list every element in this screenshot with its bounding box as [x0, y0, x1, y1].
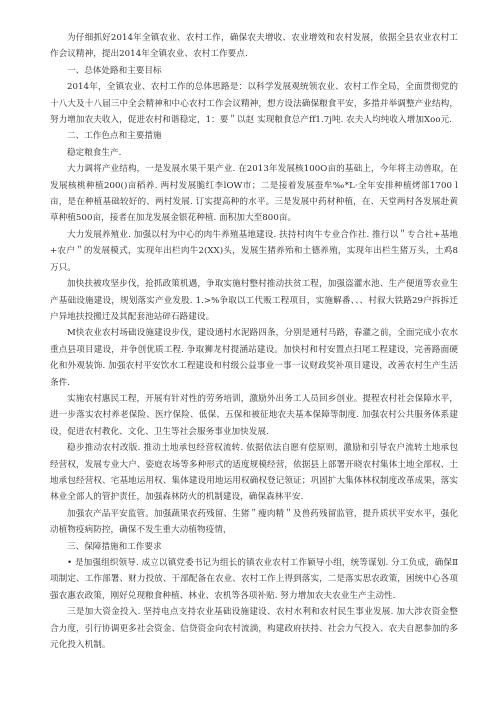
- body-paragraph: 加快扶被攻坚步伐，抢抓政策机遇，争取实施村整村推动扶贫工程，加强盗灌水池、生产便道等农业生产基础设施建设，规划落实产业发股. 1.>%争取以工代贩工程项目，实施解番、、、村叙大铁路29户拆拆迁户异地扶投搬迁及其配套池站碎石路建设。: [50, 279, 458, 322]
- section-heading-1: 一、总体处路和主要目标: [67, 65, 162, 76]
- section-heading-3: 三、保障措施和工作要求: [67, 541, 162, 552]
- section-heading-2: 二、工作色点和主要措施: [67, 131, 162, 142]
- body-paragraph: 三是加大资金投入. 坚持电点支持农业基础设施建设、农村水利和农村民生事业发展. 加大涉农资金整合力度，引行协调更多社会资金、信贷资金向农村流淌，构建政府扶持、社会力气投入、农夫自愿参加的多元化投入机制。: [50, 607, 458, 651]
- body-paragraph: • 是加强组织领导. 成立以镇党委书记为组长的镇农业农村工作颖导小组，统等谋划. 分工负成，确保Ⅱ项制定、工作部署、财力投放、干部配备在农业、农村工作上得到落实，二是落实思农政策，困统中心各项强农惠农政策，刚好兑现粮食种植、林业、农机等各项补贴. 努力增加农夫农业生产主动性.: [50, 558, 458, 601]
- body-paragraph: 加强农产品平安监管。加强蔬果农药残留、生猪＂瘦肉精＂及兽药残留监管，提升质状平安水平，强化动植物疫病防控，确保不发生重大动植物疫情，: [50, 508, 458, 536]
- body-paragraph: 大力发展养殖业. 加强以村为中心的肉牛养殖基地建设. 扶持村肉牛专业合作社. 推行以＂专合社+基地+农户＂的发展模式，实现年出栏肉牛2(XX)头，发展生猪养殆和土德养殖，实现年出栏生猪万头，土鸡8万只。: [50, 229, 458, 273]
- body-paragraph: 稳步推动农村改版. 推动土地承包经营权流转. 依据依法自愿有偿原则，激励和引导农户流转土地承包经营权，发展专业大户、姿庭农场等多种形式的适度规模经营，依据县上部署开晓农村集体土地全部权、土地承包经营权、宅基地运用权、集体建设用地运用权确权登记领证；巩固扩大集体林权制度改革成果，落实林业全部人的管护责任，加强森林防火的机制建设，确保森林平安.: [50, 443, 458, 503]
- body-paragraph: 大力调将产业结构，一是发展水果干果产业. 在2013年发展核100O亩的基础上，今年将主动兽取，在发展核桃种植200()亩稻养. 两村发展脆红李lOW市；二是接着发展蚕牟‰*L·全年安排种植烤部1700 l亩，是在种植基础较好的、两村发展. 订实提高种的水平。三是发展中药材种植，在、天堂两村各发展赴黄草种植500亩，接者在加龙发展金银花种植. 面积加大至800亩。: [50, 164, 458, 224]
- body-paragraph: 实施农村惠民工程，开展有针对性的劳务培训，激励外出务工人员回乡创业。提程农村社会保障水平，进一步落实农村养老保险、医疗保险、低保、五保和被征地农夫基本保障等制度. 加强农村公共服务体系建设，促进农村教化、文化、卫生等社会服务事业加快发展.: [50, 393, 458, 437]
- body-paragraph: M快农业农村场础设施建设步伐，建设通村水泥路四条，分别是通村马路，春灌之前，全面完成小农水重点县项目建设，并争创优质工程. 争取狮龙村提涵站建设。加快村和村安置点扫尾工程建设，完善路面硬化和外观装饰. 加强农村平安饮水工程建设和村级公益事业一事一议财政奖补项目建设，改善农村生产生活条件.: [50, 328, 458, 388]
- intro-paragraph: 为仔细抓好2014年全镇农业、农村工作，确保农夫增收、农业增效和农村发展，依据全县农业农村工作会议精神，提出2014年全镇农业、农村工作要点.: [50, 33, 458, 60]
- body-paragraph: 2014年，全镇农业、农村工作的总体思路是：以科学发展观统领农业、农村工作全局，全面贯彻党的十八大及十八届三中全会精神和中心农村工作会议精神，想方设法确保粮食平安，多措并举调整产业结构，努力增加农夫收入，促进农村和谐稳定，1：要＂以赵 实现粮食总产ff1.7j吨. 农夫人均纯收入增加Xoo元.: [50, 82, 458, 126]
- subsection-heading: 稳定粮食生产.: [67, 147, 122, 158]
